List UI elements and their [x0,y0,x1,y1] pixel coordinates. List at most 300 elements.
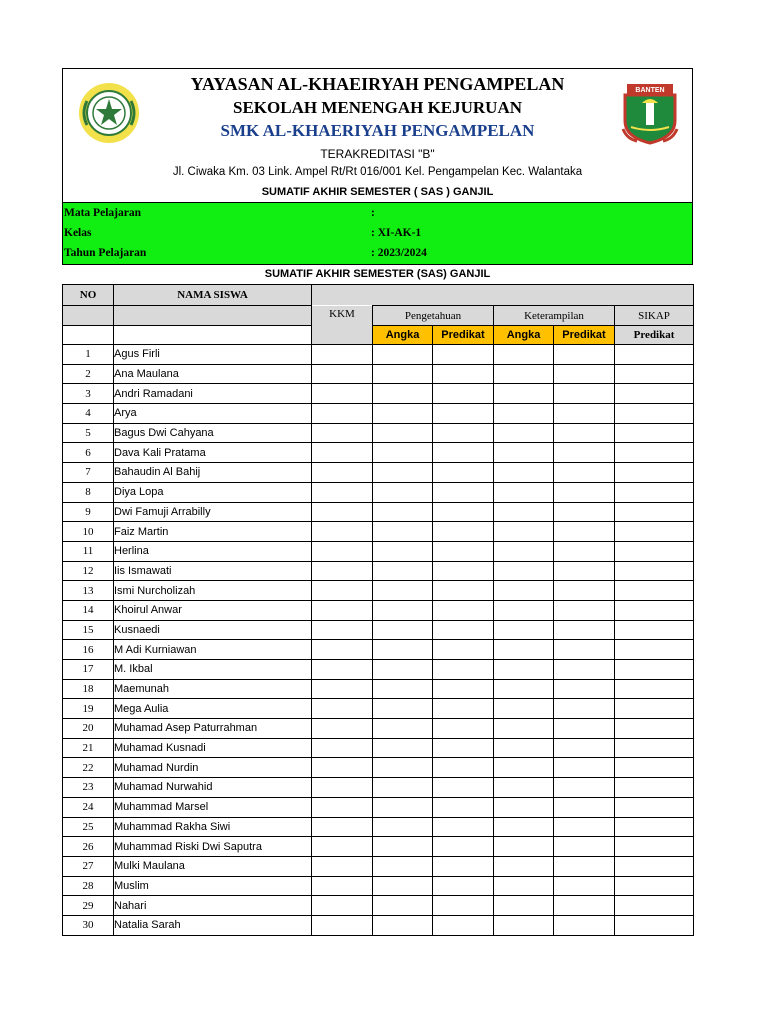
table-row [63,837,694,857]
keterampilan-angka-cell[interactable] [494,758,554,778]
sikap-predikat-cell[interactable] [615,797,694,817]
student-number: 22 [63,758,114,778]
kkm-cell[interactable] [312,600,373,620]
keterampilan-angka-cell[interactable] [494,482,554,502]
student-number: 10 [63,522,114,542]
keterampilan-predikat-cell[interactable] [554,600,615,620]
pengetahuan-angka-cell[interactable] [373,817,433,837]
kkm-cell[interactable] [312,817,373,837]
student-name: Bahaudin Al Bahij [114,463,312,483]
keterampilan-angka-cell[interactable] [494,679,554,699]
pengetahuan-angka-cell[interactable] [373,600,433,620]
student-name: Dava Kali Pratama [114,443,312,463]
keterampilan-predikat-cell[interactable] [554,581,615,601]
student-name: Muhamad Nurwahid [114,778,312,798]
student-number: 12 [63,561,114,581]
keterampilan-angka-cell[interactable] [494,541,554,561]
header-row-3 [63,326,694,345]
sikap-predikat-cell[interactable] [615,738,694,758]
report-title-table: SUMATIF AKHIR SEMESTER (SAS) GANJIL [264,268,491,280]
class-info-box [62,202,693,265]
kkm-cell[interactable] [312,778,373,798]
kkm-cell[interactable] [312,541,373,561]
kkm-cell[interactable] [312,876,373,896]
pengetahuan-angka-cell[interactable] [373,345,433,365]
pengetahuan-predikat-cell[interactable] [433,915,494,935]
score-group-header [312,285,694,306]
header-row-1 [63,285,694,306]
student-name: M. Ikbal [114,660,312,680]
school-type: SEKOLAH MENENGAH KEJURUAN [232,98,523,117]
keterampilan-angka-cell[interactable] [494,620,554,640]
keterampilan-angka-cell[interactable] [494,463,554,483]
student-name: Natalia Sarah [114,915,312,935]
keterampilan-predikat-cell[interactable] [554,817,615,837]
student-name: Muhamad Kusnadi [114,738,312,758]
sikap-predikat-cell[interactable] [615,620,694,640]
student-name: Agus Firli [114,345,312,365]
student-name: Ismi Nurcholizah [114,581,312,601]
student-name: Nahari [114,896,312,916]
kkm-cell[interactable] [312,522,373,542]
table-row [63,404,694,424]
pengetahuan-predikat-cell[interactable] [433,620,494,640]
kkm-cell[interactable] [312,699,373,719]
pengetahuan-predikat-cell[interactable] [433,837,494,857]
pengetahuan-predikat-cell[interactable] [433,541,494,561]
pengetahuan-angka-cell[interactable] [373,758,433,778]
keterampilan-predikat-cell[interactable] [554,876,615,896]
student-name: Iis Ismawati [114,561,312,581]
keterampilan-angka-cell[interactable] [494,856,554,876]
pengetahuan-predikat-cell[interactable] [433,738,494,758]
col-keterampilan-header: Keterampilan [494,306,615,326]
pengetahuan-predikat-cell[interactable] [433,896,494,916]
keterampilan-angka-cell[interactable] [494,876,554,896]
kkm-cell[interactable] [312,640,373,660]
kkm-cell[interactable] [312,915,373,935]
kkm-cell[interactable] [312,581,373,601]
pengetahuan-angka-cell[interactable] [373,561,433,581]
student-name: Arya [114,404,312,424]
keterampilan-angka-cell[interactable] [494,778,554,798]
pengetahuan-angka-cell[interactable] [373,679,433,699]
table-row [63,797,694,817]
header-row-2 [63,306,694,326]
table-row [63,856,694,876]
kkm-cell[interactable] [312,384,373,404]
kkm-cell[interactable] [312,896,373,916]
report-title-top: SUMATIF AKHIR SEMESTER ( SAS ) GANJIL [62,183,693,202]
student-name: Bagus Dwi Cahyana [114,423,312,443]
student-number: 8 [63,482,114,502]
kkm-cell[interactable] [312,345,373,365]
pengetahuan-predikat-cell[interactable] [433,443,494,463]
keterampilan-predikat-cell[interactable] [554,522,615,542]
pengetahuan-predikat-cell[interactable] [433,856,494,876]
pengetahuan-angka-cell[interactable] [373,463,433,483]
kkm-cell[interactable] [312,423,373,443]
sikap-predikat-cell[interactable] [615,541,694,561]
sikap-predikat-cell[interactable] [615,758,694,778]
pengetahuan-predikat-cell[interactable] [433,699,494,719]
pengetahuan-angka-cell[interactable] [373,423,433,443]
table-row [63,876,694,896]
table-row [63,600,694,620]
keterampilan-predikat-cell[interactable] [554,896,615,916]
table-row [63,915,694,935]
keterampilan-angka-cell[interactable] [494,384,554,404]
pengetahuan-predikat-cell[interactable] [433,404,494,424]
student-name: Muhamad Nurdin [114,758,312,778]
pengetahuan-predikat-cell[interactable] [433,817,494,837]
sikap-predikat-cell[interactable] [615,817,694,837]
col-pengetahuan-header: Pengetahuan [373,306,494,326]
col-no-header-blank [63,306,114,326]
keterampilan-predikat-cell[interactable] [554,797,615,817]
sikap-predikat-cell[interactable] [615,561,694,581]
pengetahuan-angka-cell[interactable] [373,581,433,601]
table-row [63,561,694,581]
sikap-predikat-cell[interactable] [615,719,694,739]
sikap-predikat-cell[interactable] [615,522,694,542]
student-number: 13 [63,581,114,601]
table-row [63,896,694,916]
student-number: 15 [63,620,114,640]
pengetahuan-angka-cell[interactable] [373,541,433,561]
keterampilan-predikat-cell[interactable] [554,443,615,463]
keterampilan-predikat-cell[interactable] [554,758,615,778]
pengetahuan-predikat-cell[interactable] [433,364,494,384]
kkm-cell[interactable] [312,364,373,384]
col-kkm-header: KKM [312,306,373,345]
table-row [63,581,694,601]
keterampilan-angka-cell[interactable] [494,443,554,463]
sikap-predikat-cell[interactable] [615,581,694,601]
keterampilan-predikat-cell[interactable] [554,345,615,365]
pengetahuan-predikat-cell[interactable] [433,778,494,798]
student-number: 4 [63,404,114,424]
sikap-predikat-cell[interactable] [615,876,694,896]
table-row [63,345,694,365]
table-row [63,541,694,561]
kkm-cell[interactable] [312,482,373,502]
keterampilan-predikat-cell[interactable] [554,482,615,502]
student-name: Muhammad Rakha Siwi [114,817,312,837]
kkm-cell[interactable] [312,837,373,857]
keterampilan-predikat-cell[interactable] [554,915,615,935]
table-row [63,778,694,798]
sikap-predikat-cell[interactable] [615,423,694,443]
keterampilan-angka-cell[interactable] [494,600,554,620]
sikap-predikat-cell[interactable] [615,463,694,483]
pengetahuan-predikat-cell[interactable] [433,679,494,699]
pengetahuan-angka-cell[interactable] [373,856,433,876]
sikap-predikat-cell[interactable] [615,443,694,463]
table-row [63,423,694,443]
pengetahuan-predikat-cell[interactable] [433,600,494,620]
keterampilan-angka-cell[interactable] [494,640,554,660]
kkm-cell[interactable] [312,404,373,424]
student-name: Muhammad Riski Dwi Saputra [114,837,312,857]
table-row [63,719,694,739]
student-name: Mulki Maulana [114,856,312,876]
kkm-cell[interactable] [312,443,373,463]
sikap-predikat-cell[interactable] [615,896,694,916]
table-row [63,522,694,542]
keterampilan-angka-cell[interactable] [494,404,554,424]
student-number: 29 [63,896,114,916]
kkm-cell[interactable] [312,856,373,876]
year-label: Tahun Pelajaran [64,247,147,259]
pengetahuan-angka-cell[interactable] [373,660,433,680]
student-number: 21 [63,738,114,758]
year-value: : 2023/2024 [371,247,427,259]
student-number: 7 [63,463,114,483]
pengetahuan-angka-header: Angka [373,326,433,345]
keterampilan-predikat-cell[interactable] [554,837,615,857]
keterampilan-angka-cell[interactable] [494,699,554,719]
grades-table [62,284,694,936]
student-rows [63,345,694,936]
keterampilan-angka-cell[interactable] [494,837,554,857]
keterampilan-angka-cell[interactable] [494,522,554,542]
kkm-cell[interactable] [312,620,373,640]
table-row [63,738,694,758]
kkm-cell[interactable] [312,797,373,817]
keterampilan-predikat-cell[interactable] [554,541,615,561]
keterampilan-predikat-cell[interactable] [554,364,615,384]
keterampilan-angka-cell[interactable] [494,817,554,837]
pengetahuan-predikat-cell[interactable] [433,876,494,896]
pengetahuan-angka-cell[interactable] [373,778,433,798]
kkm-cell[interactable] [312,660,373,680]
keterampilan-predikat-cell[interactable] [554,679,615,699]
school-name: SMK AL-KHAERIYAH PENGAMPELAN [220,121,535,140]
pengetahuan-predikat-cell[interactable] [433,482,494,502]
class-value: : XI-AK-1 [371,227,422,239]
student-number: 23 [63,778,114,798]
table-row [63,679,694,699]
class-label: Kelas [64,227,92,239]
table-row [63,817,694,837]
pengetahuan-angka-cell[interactable] [373,443,433,463]
student-number: 28 [63,876,114,896]
keterampilan-angka-header: Angka [494,326,554,345]
kkm-cell[interactable] [312,758,373,778]
student-name: Muhammad Marsel [114,797,312,817]
keterampilan-predikat-cell[interactable] [554,384,615,404]
student-number: 16 [63,640,114,660]
pengetahuan-predikat-cell[interactable] [433,463,494,483]
pengetahuan-predikat-cell[interactable] [433,561,494,581]
student-number: 11 [63,541,114,561]
pengetahuan-angka-cell[interactable] [373,719,433,739]
student-name: Kusnaedi [114,620,312,640]
student-name: Muslim [114,876,312,896]
school-letterhead [62,68,693,183]
pengetahuan-angka-cell[interactable] [373,482,433,502]
student-name: Herlina [114,541,312,561]
student-name: Mega Aulia [114,699,312,719]
kkm-cell[interactable] [312,561,373,581]
student-number: 9 [63,502,114,522]
keterampilan-angka-cell[interactable] [494,719,554,739]
student-name: Maemunah [114,679,312,699]
accreditation: TERAKREDITASI "B" [320,147,435,161]
student-number: 27 [63,856,114,876]
pengetahuan-angka-cell[interactable] [373,797,433,817]
report-sheet [62,68,693,936]
pengetahuan-angka-cell[interactable] [373,876,433,896]
student-number: 30 [63,915,114,935]
student-name: Faiz Martin [114,522,312,542]
pengetahuan-predikat-cell[interactable] [433,719,494,739]
keterampilan-predikat-cell[interactable] [554,738,615,758]
keterampilan-angka-cell[interactable] [494,797,554,817]
table-row [63,364,694,384]
keterampilan-predikat-cell[interactable] [554,640,615,660]
sikap-predikat-cell[interactable] [615,364,694,384]
sikap-predikat-cell[interactable] [615,384,694,404]
student-number: 26 [63,837,114,857]
kkm-cell[interactable] [312,502,373,522]
sikap-predikat-cell[interactable] [615,915,694,935]
sikap-predikat-cell[interactable] [615,856,694,876]
kkm-cell[interactable] [312,679,373,699]
col-no-sub-blank [63,326,114,345]
keterampilan-predikat-cell[interactable] [554,856,615,876]
student-name: Khoirul Anwar [114,600,312,620]
sikap-predikat-cell[interactable] [615,679,694,699]
table-row [63,443,694,463]
sikap-predikat-cell[interactable] [615,404,694,424]
table-row [63,660,694,680]
keterampilan-angka-cell[interactable] [494,561,554,581]
student-number: 1 [63,345,114,365]
pengetahuan-predikat-cell[interactable] [433,640,494,660]
table-row [63,640,694,660]
keterampilan-predikat-cell[interactable] [554,404,615,424]
keterampilan-predikat-cell[interactable] [554,699,615,719]
student-number: 2 [63,364,114,384]
pengetahuan-angka-cell[interactable] [373,915,433,935]
pengetahuan-predikat-cell[interactable] [433,797,494,817]
student-number: 17 [63,660,114,680]
school-address: Jl. Ciwaka Km. 03 Link. Ampel Rt/Rt 016/001 Kel. Pengampelan Kec. Walantaka [172,166,583,178]
sikap-predikat-cell[interactable] [615,660,694,680]
pengetahuan-predikat-cell[interactable] [433,384,494,404]
keterampilan-angka-cell[interactable] [494,738,554,758]
pengetahuan-angka-cell[interactable] [373,699,433,719]
pengetahuan-predikat-cell[interactable] [433,522,494,542]
pengetahuan-predikat-cell[interactable] [433,758,494,778]
student-number: 24 [63,797,114,817]
pengetahuan-angka-cell[interactable] [373,404,433,424]
student-number: 3 [63,384,114,404]
table-row [63,502,694,522]
col-name-header: NAMA SISWA [114,285,312,306]
banten-label: BANTEN [635,87,665,94]
sikap-predikat-cell[interactable] [615,778,694,798]
keterampilan-angka-cell[interactable] [494,915,554,935]
keterampilan-angka-cell[interactable] [494,896,554,916]
sikap-predikat-header: Predikat [615,326,694,345]
kkm-cell[interactable] [312,738,373,758]
keterampilan-predikat-header: Predikat [554,326,615,345]
pengetahuan-angka-cell[interactable] [373,522,433,542]
pengetahuan-angka-cell[interactable] [373,837,433,857]
sikap-predikat-cell[interactable] [615,600,694,620]
keterampilan-angka-cell[interactable] [494,581,554,601]
student-number: 25 [63,817,114,837]
pengetahuan-angka-cell[interactable] [373,640,433,660]
table-row [63,699,694,719]
banten-emblem-icon [617,81,683,147]
keterampilan-predikat-cell[interactable] [554,778,615,798]
keterampilan-angka-cell[interactable] [494,345,554,365]
student-name: Andri Ramadani [114,384,312,404]
sikap-predikat-cell[interactable] [615,502,694,522]
keterampilan-angka-cell[interactable] [494,660,554,680]
student-number: 20 [63,719,114,739]
sikap-predikat-cell[interactable] [615,837,694,857]
keterampilan-angka-cell[interactable] [494,502,554,522]
sikap-predikat-cell[interactable] [615,699,694,719]
col-name-sub-blank [114,326,312,345]
pengetahuan-angka-cell[interactable] [373,738,433,758]
foundation-name: YAYASAN AL-KHAEIRYAH PENGAMPELAN [190,74,565,94]
keterampilan-predikat-cell[interactable] [554,620,615,640]
keterampilan-angka-cell[interactable] [494,423,554,443]
table-row [63,384,694,404]
student-number: 18 [63,679,114,699]
pengetahuan-predikat-cell[interactable] [433,660,494,680]
table-row [63,463,694,483]
pengetahuan-predikat-cell[interactable] [433,502,494,522]
keterampilan-predikat-cell[interactable] [554,463,615,483]
student-name: Ana Maulana [114,364,312,384]
pengetahuan-predikat-cell[interactable] [433,345,494,365]
sikap-predikat-cell[interactable] [615,345,694,365]
student-number: 19 [63,699,114,719]
kkm-cell[interactable] [312,719,373,739]
keterampilan-predikat-cell[interactable] [554,561,615,581]
pengetahuan-angka-cell[interactable] [373,364,433,384]
keterampilan-angka-cell[interactable] [494,364,554,384]
sikap-predikat-cell[interactable] [615,482,694,502]
pengetahuan-predikat-cell[interactable] [433,581,494,601]
keterampilan-predikat-cell[interactable] [554,719,615,739]
student-number: 14 [63,600,114,620]
subject-label: Mata Pelajaran [64,207,141,219]
pengetahuan-angka-cell[interactable] [373,620,433,640]
col-no-header: NO [63,285,114,306]
pengetahuan-predikat-header: Predikat [433,326,494,345]
keterampilan-predikat-cell[interactable] [554,502,615,522]
pengetahuan-angka-cell[interactable] [373,384,433,404]
keterampilan-predikat-cell[interactable] [554,423,615,443]
sikap-predikat-cell[interactable] [615,640,694,660]
keterampilan-predikat-cell[interactable] [554,660,615,680]
pengetahuan-predikat-cell[interactable] [433,423,494,443]
pengetahuan-angka-cell[interactable] [373,896,433,916]
table-row [63,482,694,502]
table-row [63,758,694,778]
table-row [63,620,694,640]
kkm-cell[interactable] [312,463,373,483]
pengetahuan-angka-cell[interactable] [373,502,433,522]
